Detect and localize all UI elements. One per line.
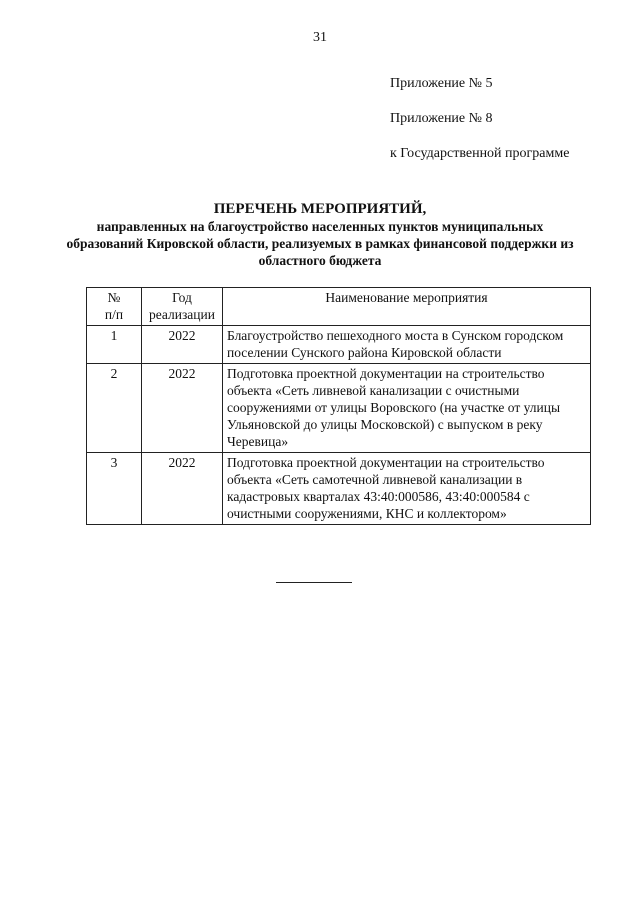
row-name: Подготовка проектной документации на строительство объекта «Сеть ливневой канализации с очистными сооружениями от улицы Воровского (на участке от улицы Ульяновской до улицы Московской) с выпуском в реку Черевица» [223,364,591,453]
end-divider [276,582,352,583]
header-name: Наименование мероприятия [223,288,591,326]
table-row [87,453,591,525]
row-num: 1 [87,326,142,364]
document-subtitle: направленных на благоустройство населенных пунктов муниципальных образований Кировской области, реализуемых в рамках финансовой поддержки из областного бюджета [66,219,574,268]
header-year [142,288,223,326]
appendix-line-2: Приложение № 8 [390,111,493,126]
events-table [86,287,591,525]
row-year: 2022 [142,326,223,364]
table-row [87,326,591,364]
page-number: 31 [313,30,327,45]
row-num: 2 [87,364,142,453]
row-name: Подготовка проектной документации на строительство объекта «Сеть самотечной ливневой канализации в кадастровых кварталах 43:40:000586, 43:40:000584 с очистными сооружениями, КНС и коллектором» [223,453,591,525]
document-title-block [60,200,580,269]
appendix-line-1: Приложение № 5 [390,76,493,91]
header-year-line1: Год [172,290,192,305]
table-header-row [87,288,591,326]
row-year: 2022 [142,453,223,525]
row-num: 3 [87,453,142,525]
table-row [87,364,591,453]
row-name: Благоустройство пешеходного моста в Сунском городском поселении Сунского района Кировской области [223,326,591,364]
appendix-line-3: к Государственной программе [390,146,570,161]
header-num-line2: п/п [104,307,124,322]
header-num-line1: № [107,290,121,305]
header-num [87,288,142,326]
document-title: ПЕРЕЧЕНЬ МЕРОПРИЯТИЙ, [213,201,427,217]
row-year: 2022 [142,364,223,453]
header-year-line2: реализации [149,307,215,322]
